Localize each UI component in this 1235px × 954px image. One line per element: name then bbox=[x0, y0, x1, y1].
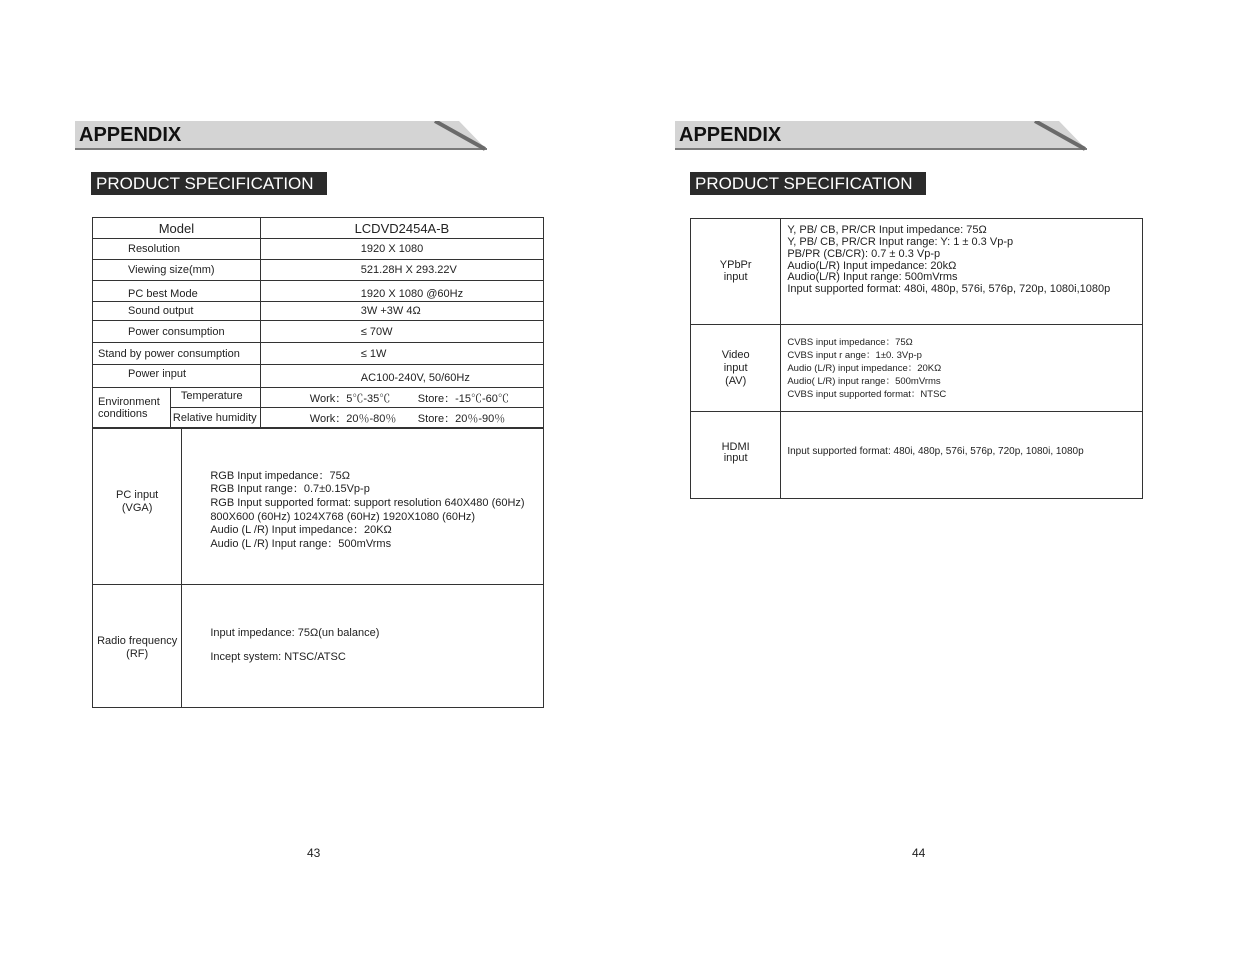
ypbpr-lines bbox=[787, 225, 1142, 296]
humidity-label: Relative humidity bbox=[170, 408, 260, 428]
temperature-label: Temperature bbox=[170, 388, 260, 408]
video-label-line1: Video bbox=[721, 348, 750, 361]
rf-label bbox=[93, 585, 182, 708]
video-line: Audio (L/R) input impedance：20KΩ bbox=[787, 362, 942, 374]
rf-line2: Incept system: NTSC/ATSC bbox=[210, 650, 346, 663]
pc-input-line: RGB Input range：0.7±0.15Vp-p bbox=[210, 483, 370, 496]
rf-specs bbox=[182, 585, 544, 708]
viewing-size-value: 521.28H X 293.22V bbox=[260, 260, 543, 281]
section-title: PRODUCT SPECIFICATION bbox=[690, 172, 926, 195]
page-title: APPENDIX bbox=[679, 124, 782, 146]
ypbpr-line: PB/PR (CB/CR): 0.7 ± 0.3 Vp-p bbox=[787, 247, 941, 260]
model-value: LCDVD2454A-B bbox=[260, 218, 543, 239]
pc-best-mode-label: PC best Mode bbox=[93, 281, 261, 302]
sound-output-value: 3W +3W 4Ω bbox=[260, 302, 543, 321]
table-row bbox=[93, 365, 544, 388]
humidity-work: Work：20％-80％ bbox=[309, 412, 397, 425]
page-number: 43 bbox=[307, 846, 321, 860]
environment-label-line1: Environment bbox=[98, 395, 160, 408]
ypbpr-label bbox=[691, 219, 781, 325]
environment-label bbox=[93, 388, 171, 428]
pc-input-line: Audio (L /R) Input range：500mVrms bbox=[210, 537, 392, 550]
rf-label-line1: Radio frequency bbox=[97, 635, 178, 647]
temperature-work: Work：5℃-35℃ bbox=[309, 392, 391, 405]
pc-input-line: 800X600 (60Hz) 1024X768 (60Hz) 1920X1080 (60Hz) bbox=[210, 510, 476, 523]
ypbpr-line: Input supported format: 480i, 480p, 576i, 576p, 720p, 1080i,1080p bbox=[787, 283, 1111, 296]
pc-rf-table bbox=[92, 428, 544, 708]
table-row bbox=[93, 585, 544, 708]
hdmi-label bbox=[691, 412, 781, 499]
pc-input-label-line1: PC input bbox=[116, 488, 159, 501]
video-line: CVBS input impedance：75Ω bbox=[787, 336, 913, 348]
video-line: CVBS input supported format：NTSC bbox=[787, 388, 947, 400]
table-row bbox=[691, 219, 1143, 325]
pc-input-line: RGB Input impedance：75Ω bbox=[210, 469, 350, 482]
power-input-label: Power input bbox=[93, 365, 261, 388]
table-row bbox=[93, 343, 544, 365]
power-consumption-label: Power consumption bbox=[93, 321, 261, 343]
ypbpr-label-line1: YPbPr bbox=[719, 258, 752, 271]
right-page bbox=[600, 0, 1217, 954]
viewing-size-label: Viewing size(mm) bbox=[93, 260, 261, 281]
humidity-value bbox=[260, 408, 543, 428]
power-consumption-value: ≤ 70W bbox=[260, 321, 543, 343]
table-row bbox=[93, 321, 544, 343]
standby-power-value: ≤ 1W bbox=[260, 343, 543, 365]
left-page bbox=[0, 0, 617, 954]
rf-label-line2: (RF) bbox=[126, 648, 149, 660]
spec-table bbox=[92, 217, 544, 428]
table-row bbox=[691, 412, 1143, 499]
video-line: CVBS input r ange：1±0. 3Vp-p bbox=[787, 349, 922, 361]
humidity-store: Store：20％-90％ bbox=[417, 412, 506, 425]
temperature-value bbox=[260, 388, 543, 408]
resolution-label: Resolution bbox=[93, 239, 261, 260]
hdmi-specs: Input supported format: 480i, 480p, 576i, 576p, 720p, 1080i, 1080p bbox=[781, 412, 1143, 499]
table-row bbox=[93, 260, 544, 281]
hdmi-label-line1: HDMI bbox=[721, 441, 750, 453]
section-title: PRODUCT SPECIFICATION bbox=[91, 172, 327, 195]
environment-label-line2: conditions bbox=[98, 407, 148, 420]
pc-input-label-line2: (VGA) bbox=[121, 501, 153, 514]
pc-input-label bbox=[93, 429, 182, 585]
appendix-banner bbox=[675, 121, 1087, 151]
ypbpr-line: Y, PB/ CB, PR/CR Input impedance: 75Ω bbox=[787, 224, 987, 237]
table-row bbox=[93, 388, 544, 408]
appendix-banner bbox=[75, 121, 487, 151]
av-input-table bbox=[690, 218, 1143, 499]
video-label bbox=[691, 325, 781, 412]
table-row bbox=[93, 239, 544, 260]
table-row bbox=[93, 281, 544, 302]
pc-input-line: Audio (L /R) Input impedance：20KΩ bbox=[210, 524, 392, 537]
resolution-value: 1920 X 1080 bbox=[260, 239, 543, 260]
table-row bbox=[93, 218, 544, 239]
sound-output-label: Sound output bbox=[93, 302, 261, 321]
table-row bbox=[691, 325, 1143, 412]
ypbpr-specs bbox=[781, 219, 1143, 325]
pc-input-specs bbox=[182, 429, 544, 585]
model-label: Model bbox=[93, 218, 261, 239]
video-lines bbox=[787, 336, 1142, 401]
table-row bbox=[93, 429, 544, 585]
page-title: APPENDIX bbox=[79, 124, 182, 146]
ypbpr-line: Y, PB/ CB, PR/CR Input range: Y: 1 ± 0.3 Vp-p bbox=[787, 235, 1014, 248]
video-label-line3: (AV) bbox=[725, 374, 747, 387]
rf-line1: Input impedance: 75Ω(un balance) bbox=[210, 626, 380, 639]
video-label-line2: input bbox=[723, 361, 748, 374]
ypbpr-line: Audio(L/R) Input range: 500mVrms bbox=[787, 271, 958, 284]
pc-best-mode-value: 1920 X 1080 @60Hz bbox=[260, 281, 543, 302]
temperature-store: Store：-15℃-60℃ bbox=[417, 392, 509, 405]
power-input-value: AC100-240V, 50/60Hz bbox=[260, 365, 543, 388]
table-row bbox=[93, 302, 544, 321]
video-line: Audio( L/R) input range：500mVrms bbox=[787, 375, 941, 387]
pc-input-line: RGB Input supported format: support resolution 640X480 (60Hz) bbox=[210, 496, 525, 509]
ypbpr-line: Audio(L/R) Input impedance: 20kΩ bbox=[787, 259, 957, 272]
page-number: 44 bbox=[912, 846, 926, 860]
hdmi-label-line2: input bbox=[723, 452, 748, 464]
video-specs bbox=[781, 325, 1143, 412]
pc-input-lines bbox=[210, 470, 543, 552]
standby-power-label: Stand by power consumption bbox=[93, 343, 261, 365]
ypbpr-label-line2: input bbox=[723, 270, 748, 283]
